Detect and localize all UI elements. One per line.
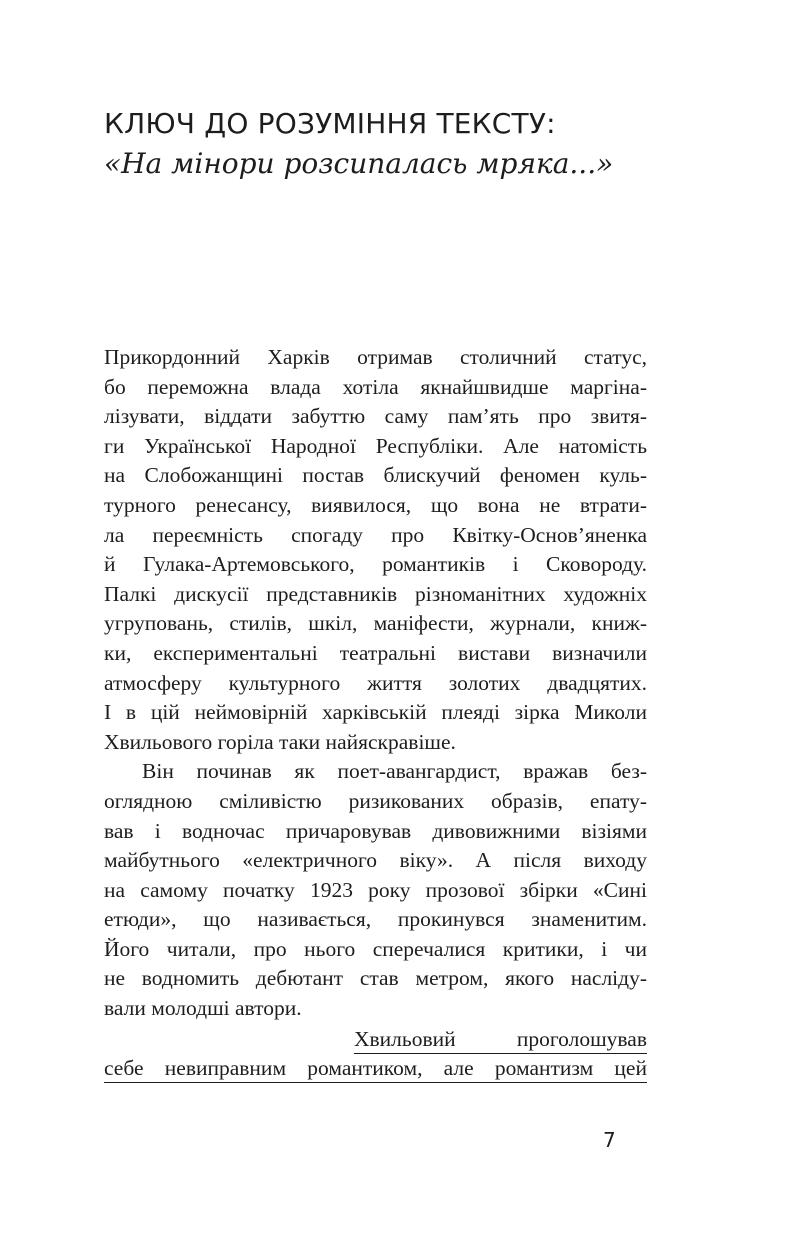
text-line: турного ренесансу, виявилося, що вона не втрати-: [104, 492, 647, 517]
text-line: І в цій неймовірній харківській плеяді зірка Миколи: [104, 700, 647, 725]
text-line: ги Української Народної Республіки. Але натомість: [104, 433, 647, 458]
text-line: ки, експериментальні театральні вистави визначили: [104, 640, 647, 665]
text-line: не водномить дебютант став метром, якого насліду-: [104, 966, 647, 991]
text-line: майбутнього «електричного віку». А після виходу: [104, 848, 647, 873]
text-line: на самому початку 1923 року прозової збірки «Сині: [104, 877, 647, 902]
text-line: Він починав як поет-авангардист, вражав без-: [142, 759, 647, 784]
page-number: 7: [603, 1128, 616, 1152]
underlined-line: Хвильовий проголошував: [354, 1025, 647, 1054]
text-line: Прикордонний Харків отримав столичний статус,: [104, 345, 647, 369]
text-line: ла переємність спогаду про Квітку-Основ’яненка: [104, 522, 647, 547]
underlined-passage: [104, 1025, 647, 1083]
text-line: угруповань, стилів, шкіл, маніфести, журнали, книж-: [104, 611, 647, 636]
text-line: атмосферу культурного життя золотих двадцятих.: [104, 670, 647, 695]
text-line: Хвильового горіла таки найяскравіше.: [104, 729, 456, 754]
text-line: оглядною сміливістю ризикованих образів, епату-: [104, 788, 647, 813]
text-line: на Слобожанщині постав блискучий феномен куль-: [104, 463, 647, 488]
text-line: Його читали, про нього сперечалися критики, і чи: [104, 936, 647, 961]
text-line: бо переможна влада хотіла якнайшвидше маргіна-: [104, 374, 647, 399]
text-line: Палкі дискусії представників різноманітних художніх: [104, 581, 647, 606]
text-line: етюди», що називається, прокинувся знаменитим.: [104, 907, 647, 932]
paragraph-2: [104, 757, 647, 1023]
text-line: й Гулака-Артемовського, романтиків і Сковороду.: [104, 552, 647, 577]
paragraph-1: [104, 343, 647, 757]
text-line: вав і водночас причаровував дивовижними візіями: [104, 818, 647, 843]
chapter-heading: [104, 104, 664, 184]
body-text: [104, 343, 647, 1024]
chapter-subtitle: «На мінори розсипалась мряка...»: [104, 147, 614, 180]
text-line: вали молодші автори.: [104, 996, 302, 1021]
chapter-title: КЛЮЧ ДО РОЗУМІННЯ ТЕКСТУ:: [104, 107, 556, 140]
underlined-line: себе невиправним романтиком, але романтизм цей: [104, 1054, 647, 1083]
text-line: лізувати, віддати забуттю саму пам’ять про звитя-: [104, 404, 647, 429]
